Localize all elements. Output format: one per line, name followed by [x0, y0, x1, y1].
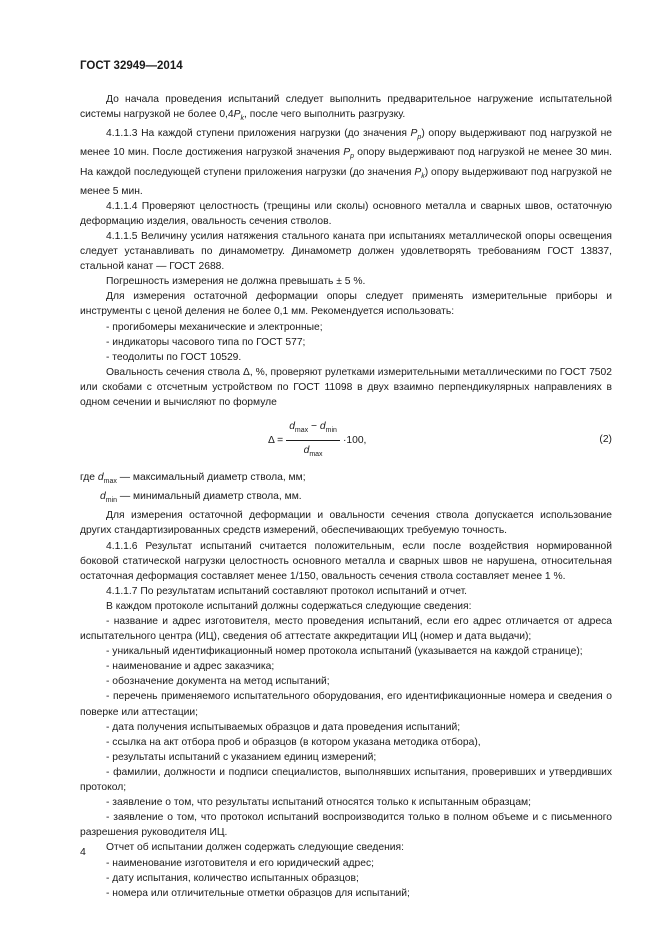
- list-item: - прогибомеры механические и электронные;: [106, 321, 323, 333]
- paragraph-instruments: Для измерения остаточной деформации опоры следует применять измерительные приборы и инструменты с ценой деления не более 0,1 мм. Рекомендуется использовать:: [80, 291, 612, 318]
- list-item: - название и адрес изготовителя, место проведения испытаний, если его адрес отличается от адреса испытательного центра (ИЦ), сведения об аттестате аккредитации ИЦ (номер и дата выдачи);: [80, 616, 612, 643]
- paragraph-report: Отчет об испытании должен содержать следующие сведения:: [106, 842, 404, 854]
- definition-d-max: где $d_{max}$ — максимальный диаметр ствола, мм;: [80, 472, 306, 486]
- list-item: - дата получения испытываемых образцов и дата проведения испытаний;: [106, 721, 461, 733]
- symbol-p: P: [343, 147, 351, 159]
- symbol-sub-k: k: [421, 172, 425, 180]
- page-number: 4: [80, 846, 86, 858]
- paragraph-protocol: В каждом протоколе испытаний должны содержаться следующие сведения:: [106, 600, 472, 612]
- symbol-sub-k: k: [240, 115, 245, 123]
- list-item: - уникальный идентификационный номер протокола испытаний (указывается на каждой странице);: [106, 646, 583, 658]
- paragraph-accuracy: Погрешность измерения не должна превышать ± 5 %.: [106, 276, 366, 288]
- formula-numerator: $d_{max} - d_{min}$: [286, 419, 340, 441]
- paragraph-4-1-1-6: 4.1.1.6 Результат испытаний считается положительным, если после воздействия нормированной боковой статической нагрузки целостность основного металла и сварных швов не нарушена, относительная остаточная деформация составляет менее 1/150, овальность сечения ствола составляет менее 1 %.: [80, 540, 612, 582]
- list-item: - обозначение документа на метод испытаний;: [106, 676, 330, 688]
- document-body: [80, 92, 612, 901]
- formula-2: [80, 415, 612, 467]
- symbol-sub-p: р: [350, 153, 354, 161]
- paragraph-4-1-1-4: 4.1.1.4 Проверяют целостность (трещины или сколы) основного металла и сварных швов, остаточную деформацию изделия, овальность сечения стволов.: [80, 200, 612, 227]
- symbol-p: P: [414, 166, 422, 178]
- document-header: ГОСТ 32949—2014: [80, 60, 183, 72]
- list-item: - дату испытания, количество испытанных образцов;: [106, 872, 359, 884]
- list-item: - заявление о том, что результаты испытаний относятся только к испытанным образцам;: [106, 797, 531, 809]
- list-item: - перечень применяемого испытательного оборудования, его идентификационные номера и сведения о поверке или аттестации;: [80, 691, 612, 718]
- formula-number: (2): [599, 434, 612, 446]
- paragraph-4-1-1-3: 4.1.1.3 На каждой ступени приложения нагрузки (до значения $P_р$) опору выдерживают под нагрузкой не менее 10 мин. После достижения нагрузкой значения $P_р$ опору выдерживают под нагрузкой не менее 30 мин. На каждой последующей ступени приложения нагрузки (до значения $P_k$) опору выдерживают под нагрузкой не менее 5 мин.: [80, 128, 612, 197]
- paragraph-4-1-1-7: 4.1.1.7 По результатам испытаний составляют протокол испытаний и отчет.: [106, 585, 468, 597]
- list-item: - наименование изготовителя и его юридический адрес;: [106, 857, 374, 869]
- formula-fraction: [286, 419, 340, 462]
- list-item: - теодолиты по ГОСТ 10529.: [106, 351, 242, 363]
- list-item: - индикаторы часового типа по ГОСТ 577;: [106, 336, 306, 348]
- symbol-p: P: [410, 128, 418, 140]
- formula-lhs: Δ =: [268, 435, 284, 447]
- symbol-sub-p: р: [417, 134, 422, 142]
- paragraph-other-instruments: Для измерения остаточной деформации и овальности сечения ствола допускается использование других стандартизированных средств измерений, обеспечивающих требуемую точность.: [80, 510, 612, 537]
- list-item: - номера или отличительные отметки образцов для испытаний;: [106, 887, 410, 899]
- definition-d-min: $d_{min}$ — минимальный диаметр ствола, мм.: [100, 491, 302, 505]
- list-item: - заявление о том, что протокол испытаний воспроизводится только в полном объеме и с письменного разрешения руководителя ИЦ.: [80, 812, 612, 839]
- list-item: - результаты испытаний с указанием единиц измерений;: [106, 751, 377, 763]
- list-item: - наименование и адрес заказчика;: [106, 661, 275, 673]
- formula-rhs: ·100,: [342, 435, 367, 447]
- paragraph-ovality: Овальность сечения ствола Δ, %, проверяют рулетками измерительными металлическими по ГОСТ 7502 или скобами с отсчетным устройством по ГОСТ 11098 в двух взаимно перпендикулярных направлениях в одном сечении и вычисляют по формуле: [80, 366, 612, 408]
- list-item: - фамилии, должности и подписи специалистов, выполнявших испытания, проверивших и утвердивших протокол;: [80, 766, 612, 794]
- formula-expression: [268, 419, 366, 462]
- formula-denominator: $d_{max}$: [303, 445, 323, 459]
- symbol-p: P: [233, 109, 241, 121]
- paragraph-preload: До начала проведения испытаний следует выполнить предварительное нагружение испытательной системы нагрузкой не более $0,4P_k$, после чего выполнить разгрузку.: [80, 94, 612, 123]
- paragraph-4-1-1-5: 4.1.1.5 Величину усилия натяжения стального каната при испытаниях металлической опоры освещения следует устанавливать по динамометру. Динамометр должен удовлетворять требованиям ГОСТ 13837, стальной канат — ГОСТ 2688.: [80, 230, 612, 273]
- list-item: - ссылка на акт отбора проб и образцов (в котором указана методика отбора),: [106, 736, 481, 748]
